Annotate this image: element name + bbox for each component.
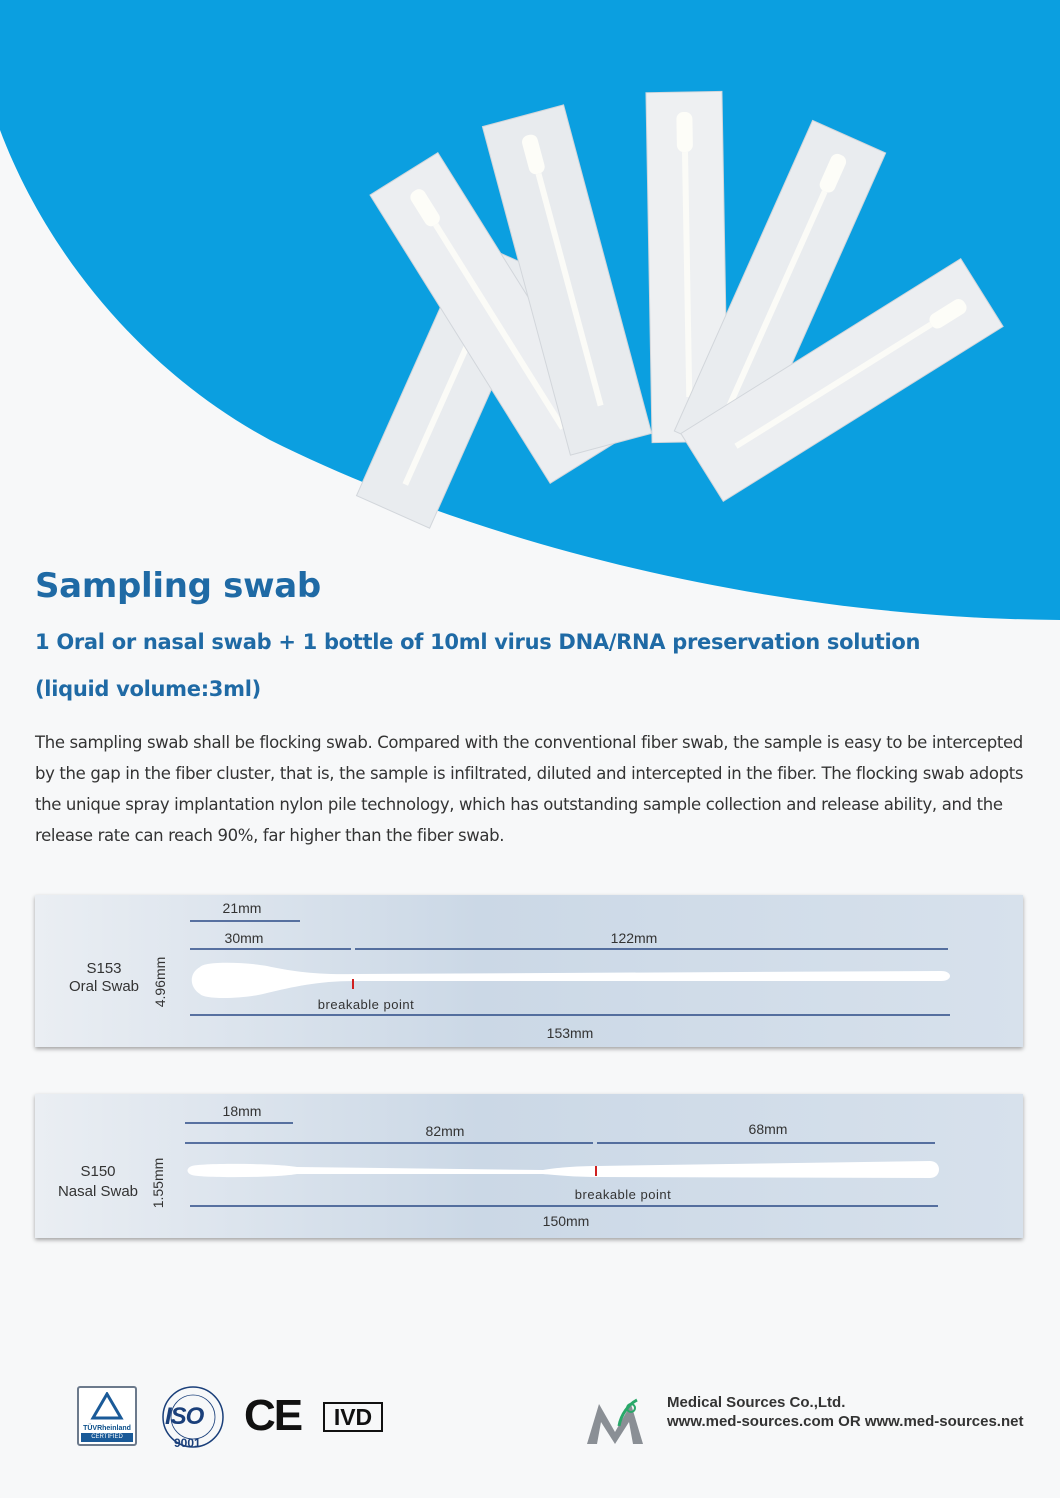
oral-swab-diagram xyxy=(35,895,1023,1047)
tuv-certified: CERTIFIED xyxy=(81,1433,133,1442)
nasal-tip-section: 82mm xyxy=(425,1123,465,1139)
tuv-rheinland-logo xyxy=(77,1386,137,1446)
iso-word: ISO xyxy=(165,1403,204,1430)
nasal-swab-diagram xyxy=(35,1094,1023,1238)
company-name: Medical Sources Co.,Ltd. xyxy=(667,1394,846,1411)
nasal-model: S150 xyxy=(80,1163,116,1180)
page-title: Sampling swab xyxy=(35,566,321,606)
footer xyxy=(0,1370,1060,1498)
ce-mark: CE xyxy=(244,1391,302,1440)
oral-total-length: 153mm xyxy=(546,1025,594,1041)
nasal-swab-shape xyxy=(188,1161,940,1178)
company-logo xyxy=(585,1396,651,1446)
oral-breakpoint-label: breakable point xyxy=(317,997,415,1012)
oral-name: Oral Swab xyxy=(68,978,140,995)
ivd-mark: IVD xyxy=(323,1402,383,1432)
nasal-handle-section: 68mm xyxy=(748,1121,788,1137)
nasal-head-length: 18mm xyxy=(222,1103,262,1119)
nasal-name: Nasal Swab xyxy=(57,1183,139,1200)
oral-model: S153 xyxy=(86,960,122,977)
iso-9001-logo xyxy=(160,1384,226,1450)
company-websites: www.med-sources.com OR www.med-sources.net xyxy=(667,1413,1024,1430)
kit-contents-line: 1 Oral or nasal swab + 1 bottle of 10ml virus DNA/RNA preservation solution xyxy=(35,630,921,654)
product-description: The sampling swab shall be flocking swab. Compared with the conventional fiber swab, the sample is easy to be intercepted by the gap in the fiber cluster, that is, the sample is infiltrated, diluted and intercepted in the fiber. The flocking swab adopts the unique spray implantation nylon pile technology, which has outstanding sample collection and release ability, and the release rate can reach 90%, far higher than the fiber swab. xyxy=(35,733,1024,845)
nasal-total-length: 150mm xyxy=(542,1213,590,1229)
nasal-diameter: 1.55mm xyxy=(150,1157,166,1209)
oral-diameter: 4.96mm xyxy=(152,956,168,1008)
oral-handle-section: 122mm xyxy=(610,930,658,946)
liquid-volume-line: (liquid volume:3ml) xyxy=(35,677,261,701)
tuv-text: TÜVRheinland xyxy=(83,1425,131,1432)
iso-number: 9001 xyxy=(174,1436,201,1450)
oral-tip-section: 30mm xyxy=(224,930,264,946)
oral-head-length: 21mm xyxy=(222,900,262,916)
hero-banner xyxy=(0,0,1060,620)
nasal-breakpoint-label: breakable point xyxy=(574,1187,672,1202)
oral-swab-shape xyxy=(192,963,950,998)
